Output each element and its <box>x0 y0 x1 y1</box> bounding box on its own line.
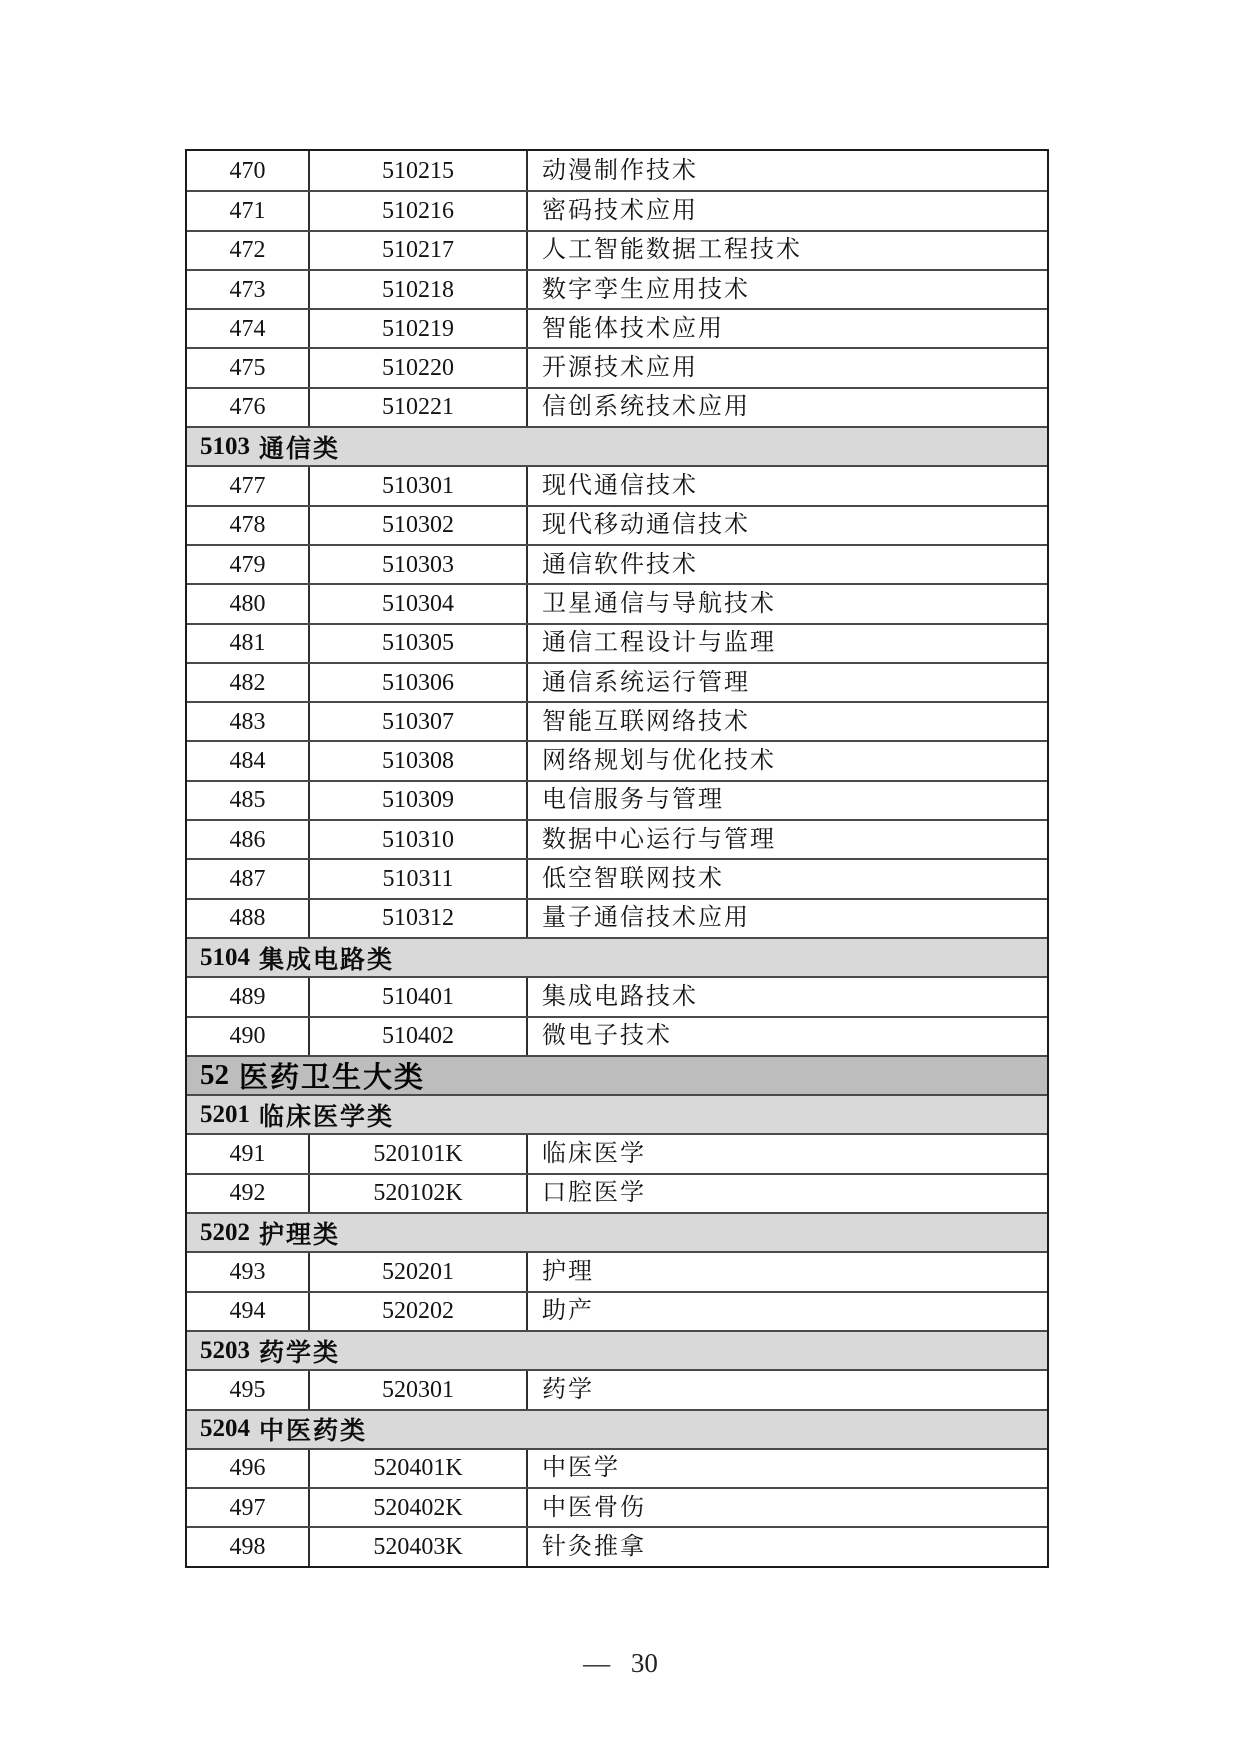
seq-cell: 471 <box>187 192 310 229</box>
code-cell: 510217 <box>310 232 528 269</box>
code-cell: 510402 <box>310 1018 528 1055</box>
category-header-row <box>187 1409 1047 1448</box>
category-title: 护理类 <box>259 1221 341 1249</box>
code-cell: 510218 <box>310 271 528 308</box>
seq-cell: 482 <box>187 664 310 701</box>
seq-cell: 476 <box>187 389 310 426</box>
seq-cell: 472 <box>187 232 310 269</box>
code-cell: 510302 <box>310 507 528 544</box>
category-header-row <box>187 426 1047 465</box>
code-cell: 510221 <box>310 389 528 426</box>
seq-cell: 489 <box>187 978 310 1015</box>
category-code: 5201 <box>200 1100 250 1128</box>
major-name-cell: 信创系统技术应用 <box>542 394 750 421</box>
category-header-row <box>187 1330 1047 1369</box>
code-cell: 510310 <box>310 821 528 858</box>
table-row <box>187 544 1047 583</box>
major-name-cell: 网络规划与优化技术 <box>542 748 776 775</box>
table-row <box>187 387 1047 426</box>
seq-cell: 497 <box>187 1489 310 1526</box>
category-title: 医药卫生大类 <box>239 1061 426 1094</box>
seq-cell: 495 <box>187 1371 310 1408</box>
code-cell: 510219 <box>310 310 528 347</box>
table-row <box>187 780 1047 819</box>
table-row <box>187 1251 1047 1290</box>
seq-cell: 484 <box>187 742 310 779</box>
seq-cell: 477 <box>187 467 310 504</box>
category-header-row <box>187 937 1047 976</box>
code-cell: 510304 <box>310 585 528 622</box>
major-name-cell: 针灸推拿 <box>542 1534 646 1561</box>
table-row <box>187 308 1047 347</box>
code-cell: 510307 <box>310 703 528 740</box>
major-name-cell: 数字孪生应用技术 <box>542 276 750 303</box>
table-row <box>187 701 1047 740</box>
category-title: 药学类 <box>259 1339 341 1367</box>
code-cell: 520402K <box>310 1489 528 1526</box>
category-title: 通信类 <box>259 435 341 463</box>
seq-cell: 486 <box>187 821 310 858</box>
seq-cell: 487 <box>187 860 310 897</box>
category-code: 5202 <box>200 1218 250 1246</box>
major-name-cell: 数据中心运行与管理 <box>542 826 776 853</box>
seq-cell: 475 <box>187 349 310 386</box>
seq-cell: 488 <box>187 900 310 937</box>
table-row <box>187 623 1047 662</box>
category-code: 52 <box>200 1058 229 1091</box>
table-row <box>187 662 1047 701</box>
major-name-cell: 人工智能数据工程技术 <box>542 237 802 264</box>
code-cell: 510215 <box>310 151 528 190</box>
table-row <box>187 583 1047 622</box>
table-row <box>187 1487 1047 1526</box>
code-cell: 510311 <box>310 860 528 897</box>
major-name-cell: 电信服务与管理 <box>542 787 724 814</box>
major-name-cell: 微电子技术 <box>542 1023 672 1050</box>
table-row <box>187 819 1047 858</box>
category-code: 5103 <box>200 432 250 460</box>
major-name-cell: 开源技术应用 <box>542 355 698 382</box>
major-name-cell: 智能体技术应用 <box>542 315 724 342</box>
category-title: 集成电路类 <box>259 946 395 974</box>
table-row <box>187 858 1047 897</box>
category-title: 临床医学类 <box>259 1103 395 1131</box>
major-name-cell: 通信工程设计与监理 <box>542 630 776 657</box>
code-cell: 520403K <box>310 1528 528 1565</box>
major-name-cell: 量子通信技术应用 <box>542 905 750 932</box>
code-cell: 510309 <box>310 782 528 819</box>
major-name-cell: 密码技术应用 <box>542 197 698 224</box>
code-cell: 510305 <box>310 625 528 662</box>
major-name-cell: 现代通信技术 <box>542 473 698 500</box>
code-cell: 520202 <box>310 1293 528 1330</box>
major-name-cell: 智能互联网络技术 <box>542 708 750 735</box>
seq-cell: 478 <box>187 507 310 544</box>
seq-cell: 490 <box>187 1018 310 1055</box>
major-name-cell: 口腔医学 <box>542 1180 646 1207</box>
table-row <box>187 230 1047 269</box>
major-name-cell: 低空智联网技术 <box>542 865 724 892</box>
code-cell: 510308 <box>310 742 528 779</box>
category-header-row <box>187 1212 1047 1251</box>
table-row <box>187 151 1047 190</box>
seq-cell: 498 <box>187 1528 310 1565</box>
code-cell: 510401 <box>310 978 528 1015</box>
seq-cell: 491 <box>187 1135 310 1172</box>
code-cell: 520401K <box>310 1450 528 1487</box>
table-row <box>187 976 1047 1015</box>
seq-cell: 479 <box>187 546 310 583</box>
table-row <box>187 465 1047 504</box>
major-name-cell: 卫星通信与导航技术 <box>542 590 776 617</box>
seq-cell: 470 <box>187 151 310 190</box>
major-category-header-row <box>187 1055 1047 1094</box>
seq-cell: 480 <box>187 585 310 622</box>
category-code: 5204 <box>200 1415 250 1443</box>
code-cell: 520201 <box>310 1253 528 1290</box>
major-name-cell: 护理 <box>542 1258 594 1285</box>
major-name-cell: 中医骨伤 <box>542 1494 646 1521</box>
page-number: — 30 <box>583 1648 658 1678</box>
major-name-cell: 通信系统运行管理 <box>542 669 750 696</box>
code-cell: 510312 <box>310 900 528 937</box>
table-row <box>187 1448 1047 1487</box>
major-name-cell: 中医学 <box>542 1455 620 1482</box>
major-name-cell: 临床医学 <box>542 1141 646 1168</box>
table-row <box>187 1016 1047 1055</box>
major-name-cell: 现代移动通信技术 <box>542 512 750 539</box>
code-cell: 510220 <box>310 349 528 386</box>
seq-cell: 485 <box>187 782 310 819</box>
table-row <box>187 1291 1047 1330</box>
table-row <box>187 347 1047 386</box>
table-row <box>187 1526 1047 1565</box>
code-cell: 510303 <box>310 546 528 583</box>
category-code: 5104 <box>200 943 250 971</box>
major-name-cell: 集成电路技术 <box>542 983 698 1010</box>
seq-cell: 493 <box>187 1253 310 1290</box>
table-row <box>187 1173 1047 1212</box>
major-name-cell: 通信软件技术 <box>542 551 698 578</box>
major-name-cell: 助产 <box>542 1298 594 1325</box>
seq-cell: 483 <box>187 703 310 740</box>
seq-cell: 481 <box>187 625 310 662</box>
code-cell: 510216 <box>310 192 528 229</box>
major-name-cell: 药学 <box>542 1376 594 1403</box>
table-row <box>187 190 1047 229</box>
major-code-table <box>185 149 1049 1568</box>
seq-cell: 496 <box>187 1450 310 1487</box>
table-row <box>187 898 1047 937</box>
code-cell: 510306 <box>310 664 528 701</box>
table-row <box>187 1133 1047 1172</box>
table-row <box>187 740 1047 779</box>
seq-cell: 492 <box>187 1175 310 1212</box>
seq-cell: 474 <box>187 310 310 347</box>
table-row <box>187 1369 1047 1408</box>
category-header-row <box>187 1094 1047 1133</box>
code-cell: 510301 <box>310 467 528 504</box>
seq-cell: 494 <box>187 1293 310 1330</box>
major-name-cell: 动漫制作技术 <box>542 157 698 184</box>
table-row <box>187 269 1047 308</box>
code-cell: 520102K <box>310 1175 528 1212</box>
code-cell: 520301 <box>310 1371 528 1408</box>
seq-cell: 473 <box>187 271 310 308</box>
code-cell: 520101K <box>310 1135 528 1172</box>
category-title: 中医药类 <box>259 1418 368 1446</box>
category-code: 5203 <box>200 1336 250 1364</box>
table-row <box>187 505 1047 544</box>
